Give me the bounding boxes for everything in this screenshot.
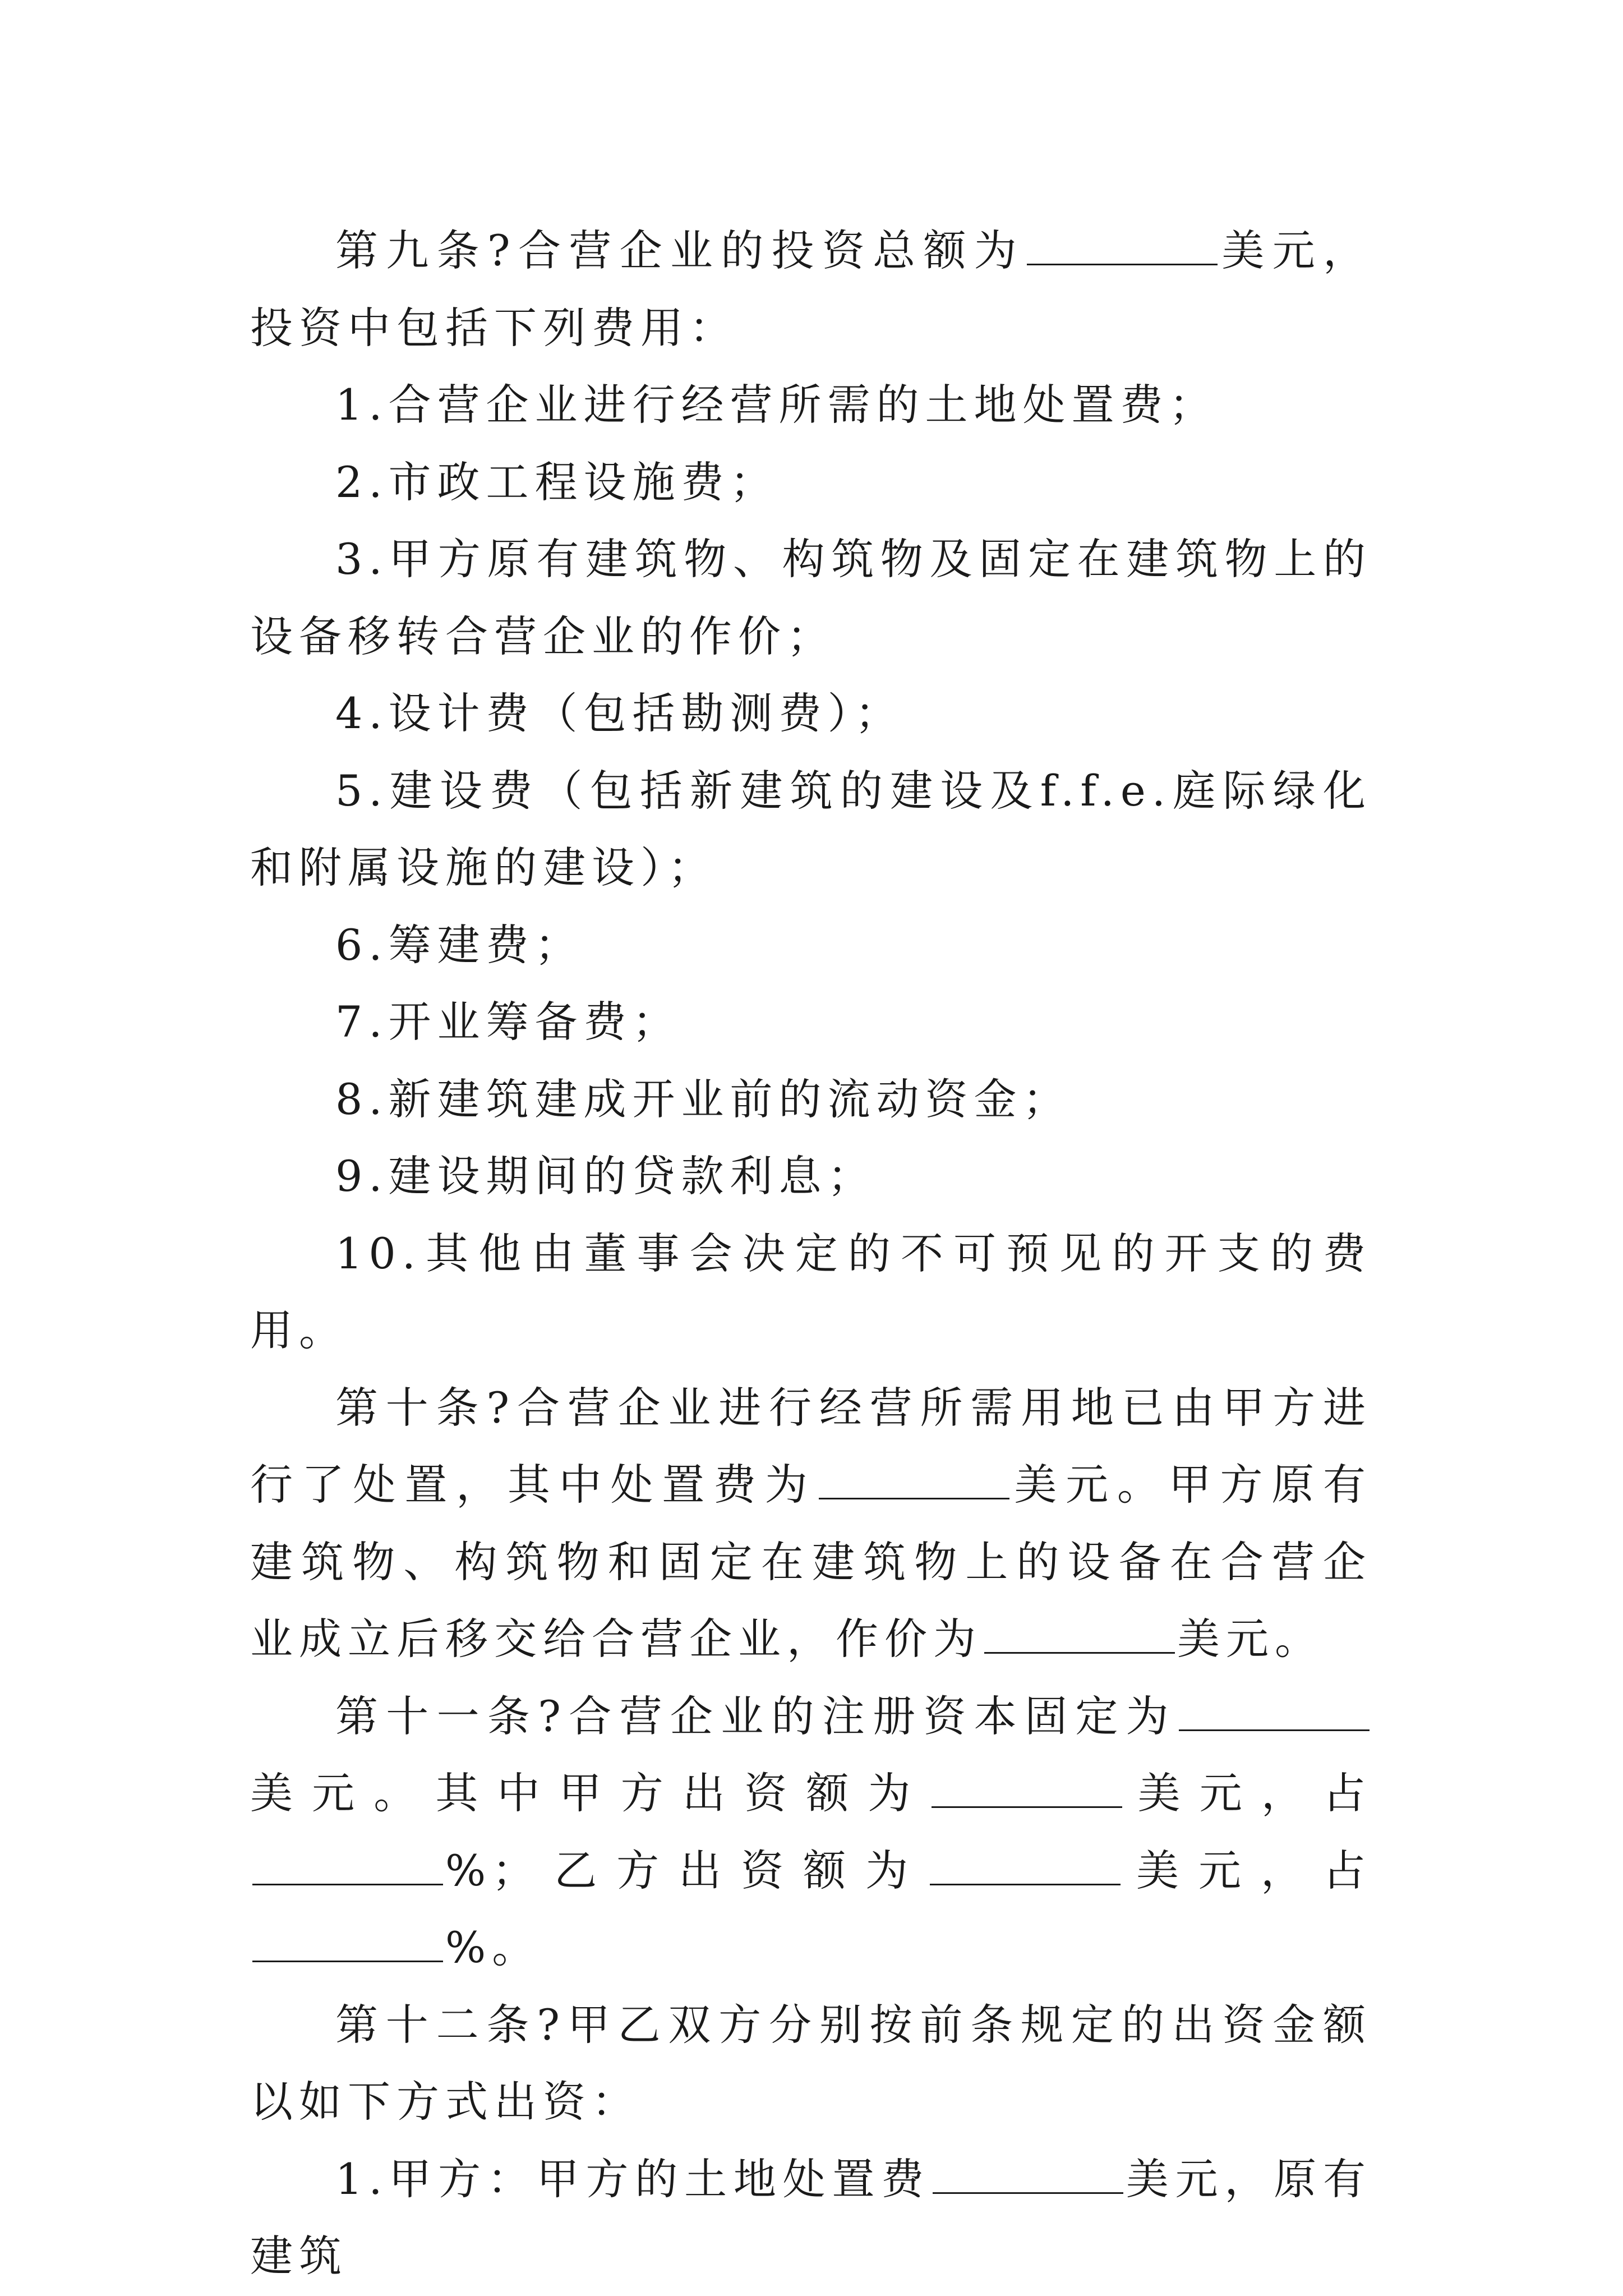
document-body	[250, 212, 1372, 2295]
amount-blank[interactable]	[1027, 229, 1218, 265]
article-9-item-6: 6.筹建费；	[335, 919, 584, 970]
article-12: 第十二条?甲乙双方分别按前条规定的出资金额以如下方式出资：	[250, 1999, 1372, 2127]
article-9-item-3: 3.甲方原有建筑物、构筑物及固定在建筑物上的设备移转合营企业的作价；	[250, 534, 1372, 661]
article-9-item-1: 1.合营企业进行经营所需的土地处置费；	[335, 380, 1218, 430]
article-9-item-9: 9.建设期间的贷款利息；	[335, 1151, 877, 1201]
percent-blank[interactable]	[252, 1926, 443, 1962]
article-9-item-5: 5.建设费（包括新建筑的建设及f.f.e.庭际绿化和附属设施的建设）；	[250, 765, 1372, 892]
amount-blank[interactable]	[932, 1772, 1122, 1808]
article-9: 第九条?合营企业的投资总额为 美元，投资中包括下列费用：	[250, 226, 1372, 353]
article-10: 第十条?合营企业进行经营所需用地已由甲方进行了处置，其中处置费为 美元。甲方原有建筑物、构筑物和固定在建筑物上的设备在合营企业成立后移交给合营企业，作价为 美元。	[250, 1382, 1372, 1664]
article-11: 第十一条?合营企业的注册资本固定为美元。其中甲方出资额为 美元，占%；乙方出资额为 美元，占%。	[250, 1691, 1372, 1972]
article-12-item-1: 1.甲方：甲方的土地处置费 美元，原有建筑	[250, 2154, 1372, 2281]
article-9-item-8: 8.新建筑建成开业前的流动资金；	[335, 1074, 1072, 1124]
amount-blank[interactable]	[930, 1849, 1121, 1885]
amount-blank[interactable]	[933, 2157, 1123, 2194]
article-9-item-2: 2.市政工程设施费；	[335, 457, 779, 507]
article-9-item-10: 10.其他由董事会决定的不可预见的开支的费用。	[250, 1228, 1372, 1355]
amount-blank[interactable]	[1179, 1695, 1370, 1731]
percent-blank[interactable]	[252, 1849, 443, 1885]
amount-blank[interactable]	[984, 1617, 1175, 1654]
article-9-item-7: 7.开业筹备费；	[335, 997, 681, 1047]
article-9-item-4: 4.设计费（包括勘测费）；	[335, 688, 904, 738]
amount-blank[interactable]	[819, 1463, 1009, 1499]
